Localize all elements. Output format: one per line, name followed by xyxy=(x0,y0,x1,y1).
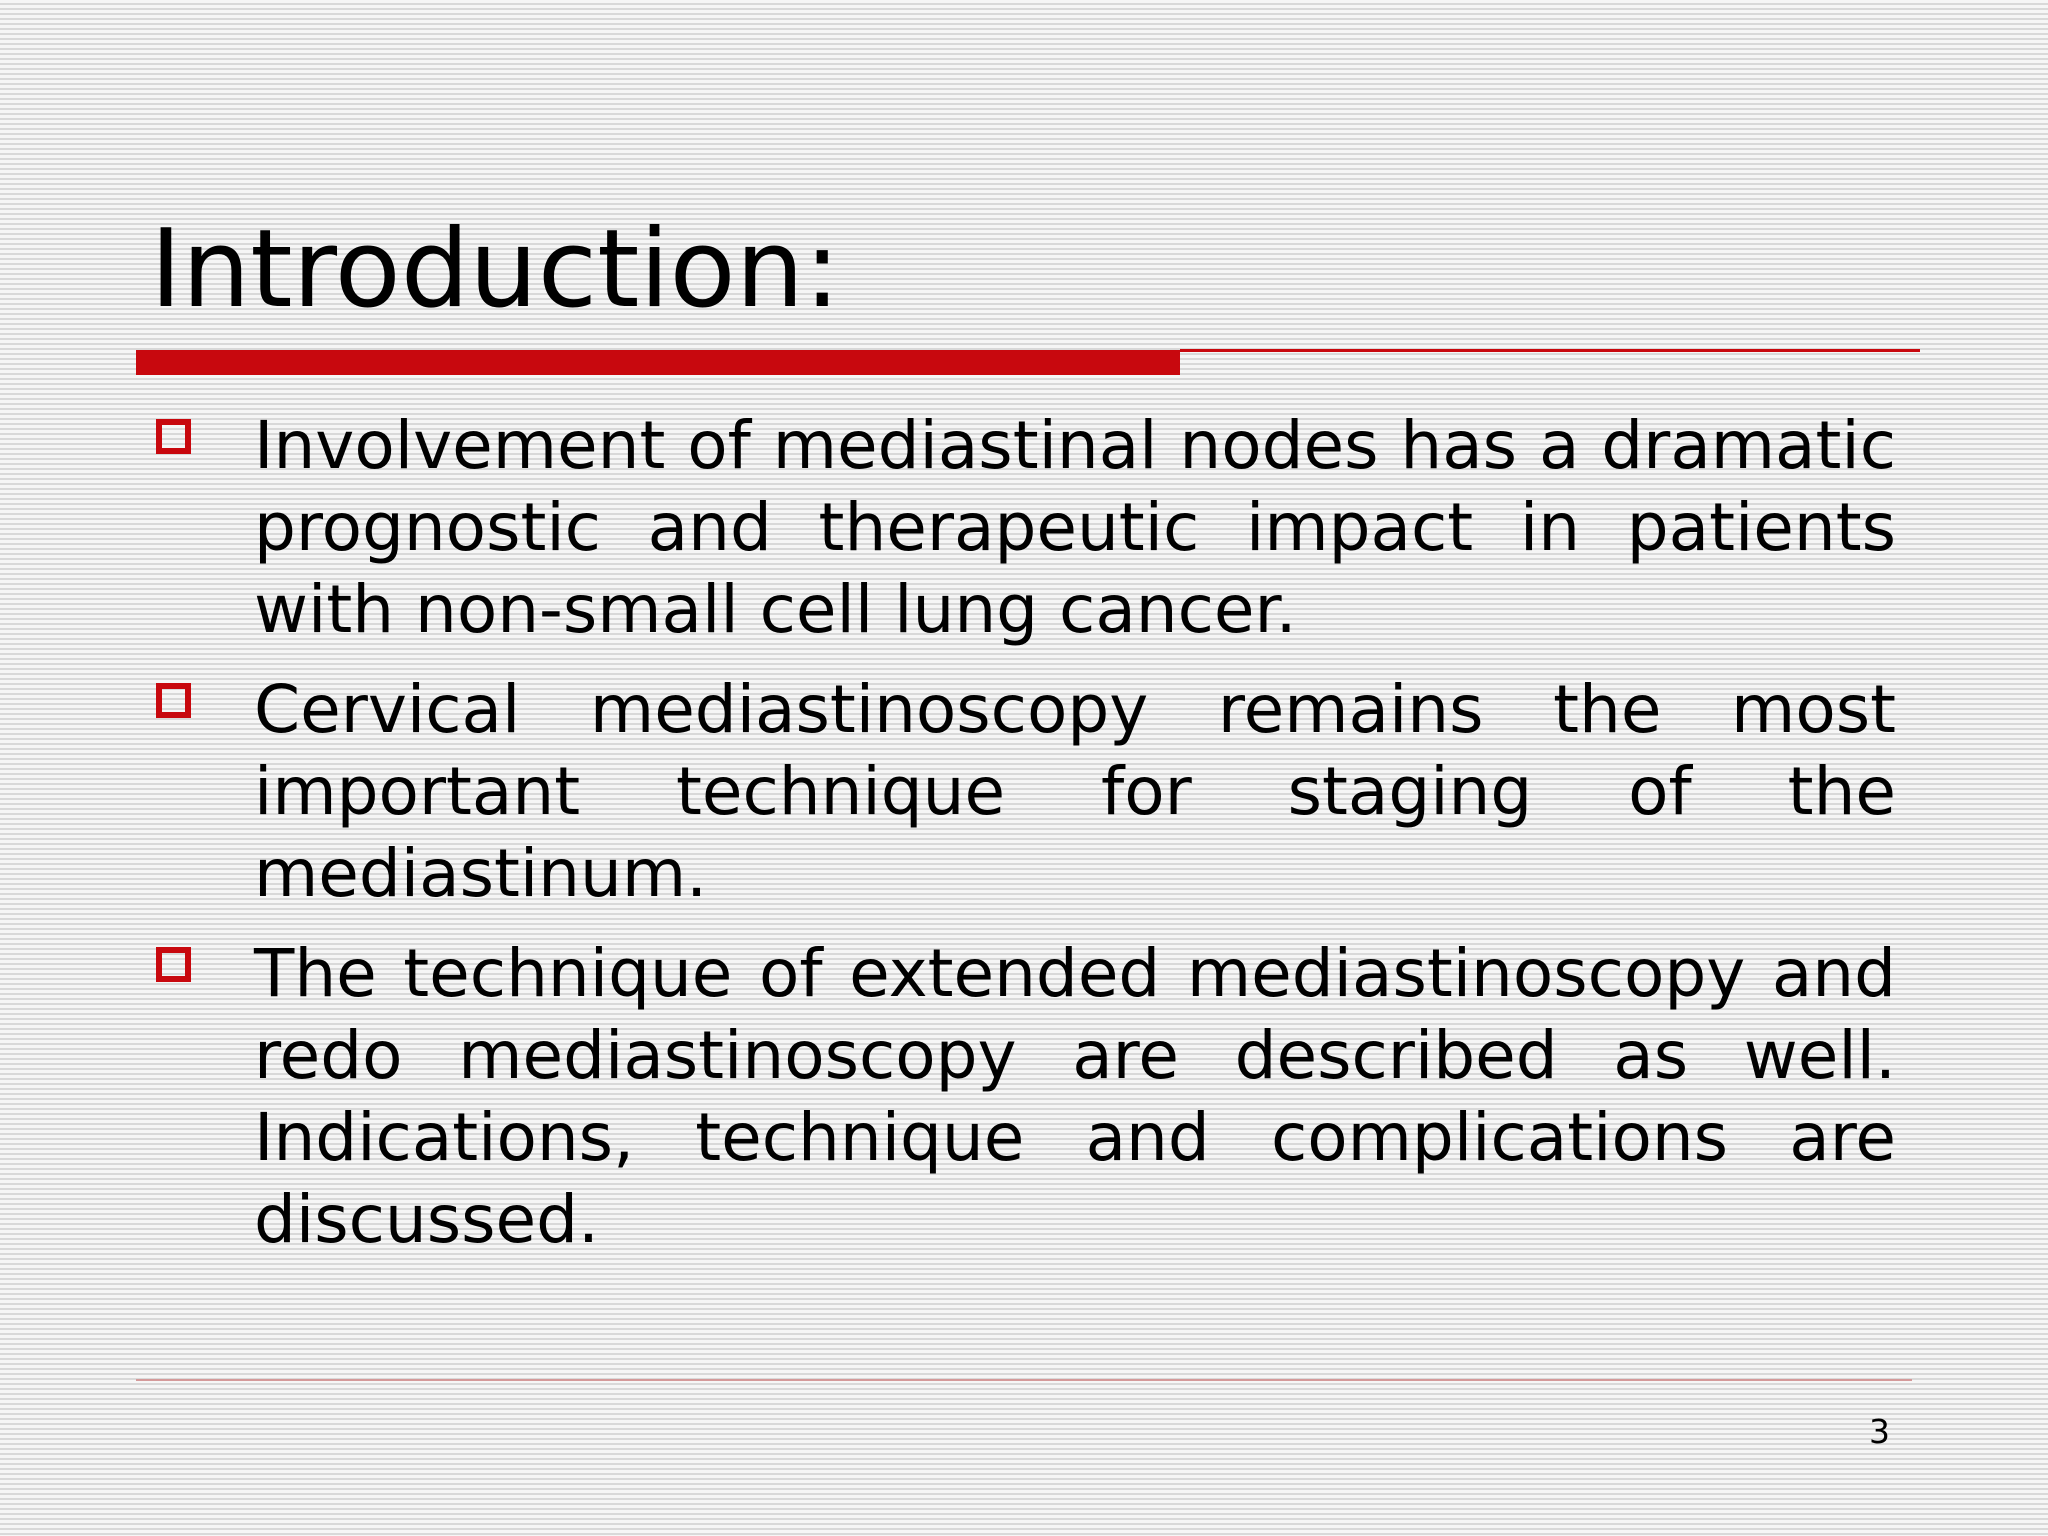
page-number: 3 xyxy=(1869,1412,1890,1451)
title-underline-thick xyxy=(136,350,1180,375)
bullet-text: Involvement of mediastinal nodes has a dramatic prognostic and therapeutic impact in patients with non-small cell lung cancer. xyxy=(254,407,1896,648)
slide-title: Introduction: xyxy=(150,207,841,332)
bullet-text: Cervical mediastinoscopy remains the most important technique for staging of the mediastinum. xyxy=(254,671,1896,912)
bullet-item xyxy=(150,933,1896,1261)
bullet-text: The technique of extended mediastinoscopy and redo mediastinoscopy are described as well. Indications, technique and complications are discussed. xyxy=(254,935,1896,1258)
bullet-item xyxy=(150,669,1896,915)
hollow-square-icon xyxy=(156,683,191,718)
bullet-list xyxy=(150,405,1896,1279)
title-underline-thin xyxy=(1180,349,1920,352)
footer-divider xyxy=(136,1379,1912,1381)
hollow-square-icon xyxy=(156,947,191,982)
hollow-square-icon xyxy=(156,419,191,454)
bullet-item xyxy=(150,405,1896,651)
